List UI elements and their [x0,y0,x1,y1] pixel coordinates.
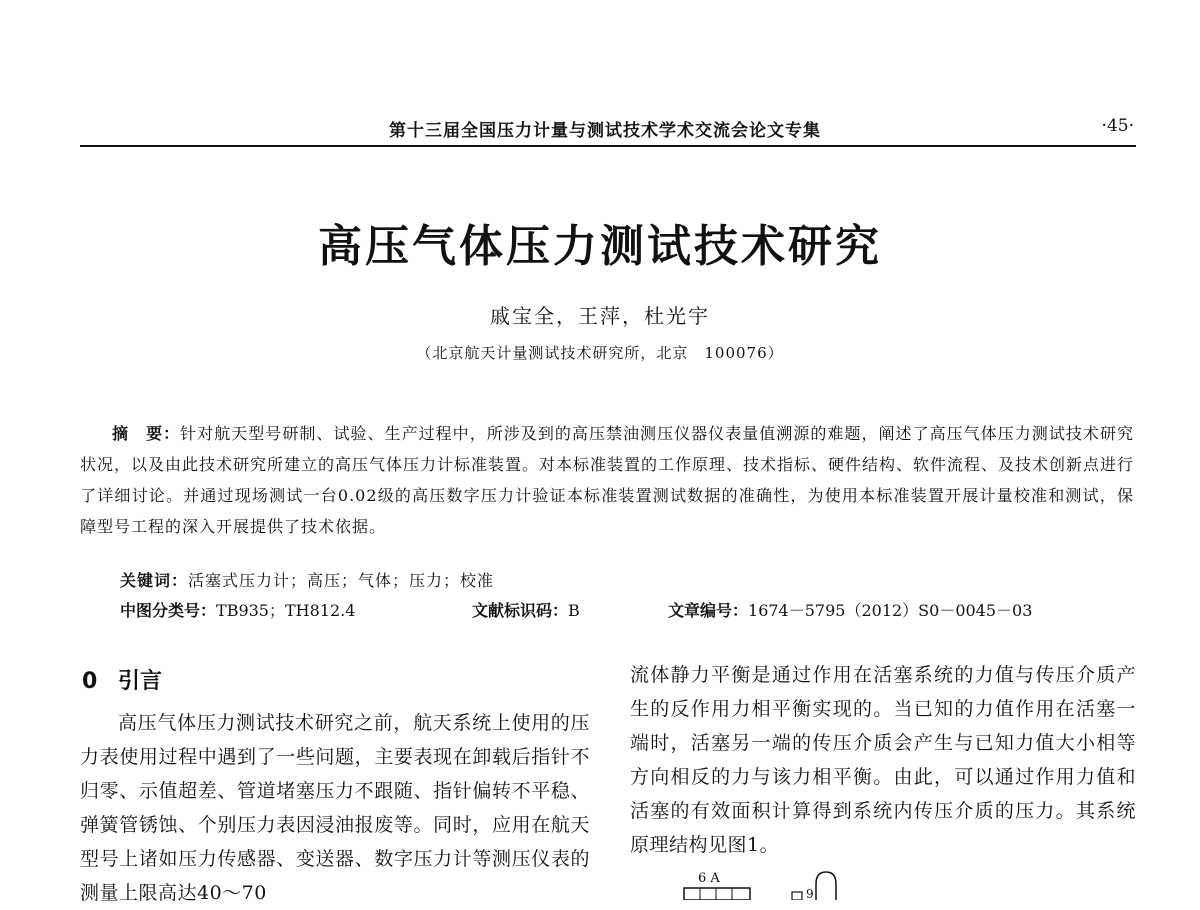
abstract-text: 针对航天型号研制、试验、生产过程中，所涉及到的高压禁油测压仪器仪表量值溯源的难题，阐述了高压气体压力测试技术研究状况，以及由此技术研究所建立的高压气体压力计标准装置。对本标准装置的工作原理、技术指标、硬件结构、软件流程、及技术创新点进行了详细讨论。并通过现场测试一台0.02级的高压数字压力计验证本标准装置测试数据的准确性，为使用本标准装置开展计量校准和测试，保障型号工程的深入开展提供了技术依据。 [80,424,1135,536]
figure-block [684,888,750,900]
paper-title: 高压气体压力测试技术研究 [318,221,882,272]
keywords-label: 关键词： [120,571,189,590]
figure-1-partial [680,868,880,900]
figure-label-6a: 6 A [698,871,720,886]
body-right-column: 流体静力平衡是通过作用在活塞系统的力值与传压介质产生的反作用力相平衡实现的。当已知的力值作用在活塞一端时，活塞另一端的传压介质会产生与已知力值大小相等方向相反的力与该力相平衡。由此，可以通过作用力值和活塞的有效面积计算得到系统内传压介质的压力。其系统原理结构见图1。 [630,664,1136,856]
classification-line [120,598,1134,622]
clc-value: TB935；TH812.4 [216,601,356,620]
abstract [80,418,1134,542]
section-heading [82,664,162,695]
abstract-label: 摘 要： [112,424,181,443]
article-number-value: 1674－5795（2012）S0－0045－03 [748,601,1033,620]
page-number: ·45· [1101,116,1134,136]
header-rule [80,145,1136,147]
article-number-label: 文章编号： [668,601,749,620]
section-number: 0 [82,669,98,694]
affiliation: （北京航天计量测试技术研究所，北京 100076） [416,344,784,362]
figure-arch [816,872,836,900]
clc-label: 中图分类号： [120,601,217,620]
figure-small-box [792,892,802,900]
keywords [120,568,494,591]
body-left-column: 高压气体压力测试技术研究之前，航天系统上使用的压力表使用过程中遇到了一些问题，主要表现在卸载后指针不归零、示值超差、管道堵塞压力不跟随、指针偏转不平稳、弹簧管锈蚀、个别压力表因浸油报废等。同时，应用在航天型号上诸如压力传感器、变送器、数字压力计等测压仪表的测量上限高达40～70 [80,712,590,904]
doc-code-value: B [568,601,580,620]
keywords-text: 活塞式压力计；高压；气体；压力；校准 [188,571,495,590]
doc-code-label: 文献标识码： [472,601,569,620]
journal-title: 第十三届全国压力计量与测试技术学术交流会论文专集 [389,121,821,141]
author-list: 戚宝全，王萍，杜光宇 [490,304,710,328]
figure-label-9: 9 [806,887,814,900]
section-title: 引言 [118,669,163,694]
